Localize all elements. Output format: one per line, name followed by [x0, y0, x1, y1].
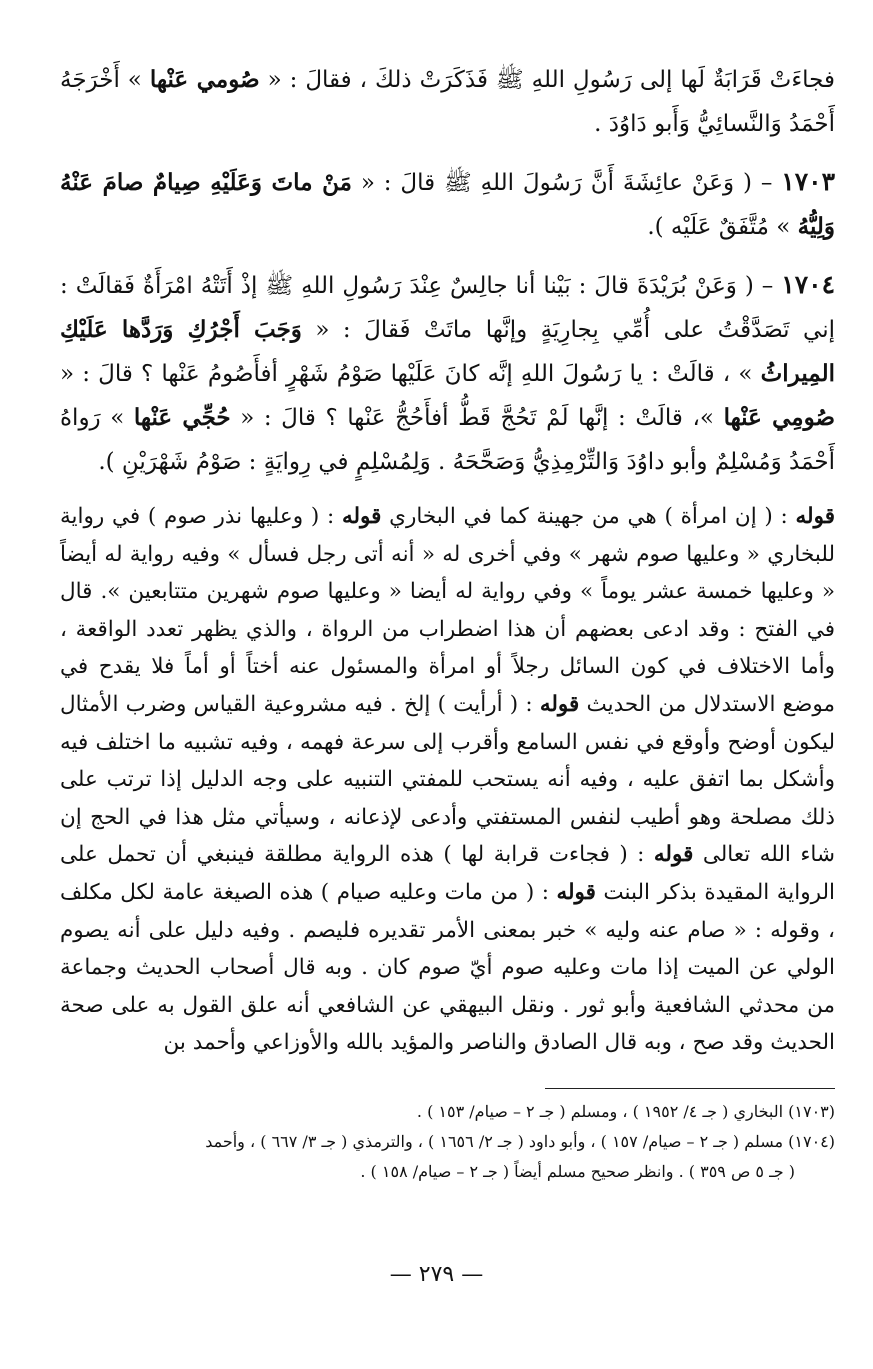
commentary-text: : ( إن امرأة ) هي من جهينة كما في البخاري: [381, 504, 796, 529]
hadith-number: ١٧٠٣: [781, 167, 835, 196]
commentary-label: قوله: [556, 879, 596, 905]
hadith-text: » رَواهُ أَحْمَدُ وَمُسْلِمٌ وأبو داوُدَ وَالتِّرْمِذِيُّ وَصَحَّحَهُ . وَلِمُسْلِمٍ في رِوايَةٍ : صَوْمُ شَهْرَيْنِ ).: [60, 405, 835, 475]
hadith-text: » ، قالَتْ : يا رَسُولَ اللهِ إنَّه كانَ عَلَيْها صَوْمُ شَهْرٍ أفأَصُومُ عَنْها ؟ قالَ : «: [60, 361, 761, 387]
commentary-text: : ( وعليها نذر صوم ) في رواية للبخاري « وعليها صوم شهر » وفي أخرى له « أنه أتى رجل فسأل » وفيه رواية له أيضاً « وعليها خمسة عشر يوماً » وفي رواية له أيضا « وعليها صوم شهرين متتابعين ». قال في الفتح : وقد ادعى بعضهم أن هذا اضطراب من الرواة ، والذي يظهر تعدد الواقعة ، وأما الاختلاف في كون السائل رجلاً أو امرأة والمسئول عنه أختاً أو أماً فلا يقدح في موضع الاستدلال من الحديث: [60, 504, 835, 717]
prophetic-quote: حُجِّي عَنْها: [133, 404, 231, 431]
hadith-1703: [60, 160, 835, 249]
hadith-text: »، قالَتْ : إنَّها لَمْ تَحُجَّ قَطُّ أفأَحُجُّ عَنْها ؟ قالَ : «: [230, 405, 724, 431]
prophetic-quote: صُومِي عَنْها: [723, 404, 836, 431]
commentary-label: قوله: [653, 842, 694, 868]
footnote-divider: [545, 1088, 835, 1089]
hadith-text: » أَخْرَجَهُ أَحْمَدُ وَالنَّسائِيُّ وَأَبو دَاوُدَ .: [60, 67, 835, 137]
commentary-text: : ( أرأيت ) إلخ . فيه مشروعية القياس وضرب الأمثال ليكون أوضح وأوقع في نفس السامع وأقرب إلى سرعة فهمه ، وفيه تشبيه ما اختلف فيه وأشكل بما اتفق عليه ، وفيه أنه يستحب للمفتي التنبيه على وجه الدليل إذا ترتب على ذلك مصلحة وهو أطيب لنفس المستفتي وأدعى لإذعانه ، وسيأتي مثل هذا في الحج إن شاء الله تعالى: [60, 691, 835, 868]
hadith-text: – ( وَعَنْ عائِشَةَ أَنَّ رَسُولَ اللهِ ﷺ قالَ : «: [351, 170, 782, 196]
hadith-text: فجاءَتْ قَرَابَةٌ لَها إلى رَسُولِ اللهِ ﷺ فَذَكَرَتْ ذلكَ ، فقالَ : «: [259, 67, 835, 93]
page-body: [60, 58, 835, 1187]
prophetic-quote: وَجَبَ أَجْرُكِ وَرَدَّها عَلَيْكِ المِيراثُ: [60, 316, 835, 387]
commentary-label: قوله: [795, 504, 835, 529]
commentary-text: : ( فجاءت قرابة لها ) هذه الرواية مطلقة فينبغي أن تحمل على الرواية المقيدة بذكر البنت: [60, 842, 836, 905]
hadith-1704: [60, 263, 835, 484]
hadith-text: – ( وَعَنْ بُرَيْدَةَ قالَ : بَيْنا أنا جالِسٌ عِنْدَ رَسُولِ اللهِ ﷺ إذْ أَتَتْهُ امْرَأَةٌ فَقالَتْ : إني تَصَدَّقْتُ على أُمِّي بِجارِيَةٍ وإنَّها ماتَتْ فَقالَ : «: [60, 273, 835, 343]
commentary-label: قوله: [539, 691, 580, 717]
prophetic-quote: مَنْ ماتَ وَعَلَيْهِ صِيامٌ صامَ عَنْهُ وَلِيُّهُ: [60, 169, 835, 240]
footnote-1703: (١٧٠٣) البخاري ( جـ ٤/ ١٩٥٢ ) ، ومسلم ( جـ ٢ – صيام/ ١٥٣ ) .: [416, 1101, 835, 1121]
footnote-1704: (١٧٠٤) مسلم ( جـ ٢ – صيام/ ١٥٧ ) ، وأبو داود ( جـ ٢/ ١٦٥٦ ) ، والترمذي ( جـ ٣/ ٦٦٧ ) ، وأحمد: [205, 1131, 835, 1151]
footnote-1704-continuation: ( جـ ٥ ص ٣٥٩ ) . وانظر صحيح مسلم أيضاً ( جـ ٢ – صيام/ ١٥٨ ) .: [360, 1161, 795, 1181]
commentary-label: قوله: [341, 504, 382, 529]
page-number: — ٢٧٩ —: [389, 1262, 484, 1287]
hadith-number: ١٧٠٤: [781, 270, 835, 299]
hadith-text: » مُتَّفَقٌ عَلَيْه ).: [647, 214, 798, 240]
commentary-text: : ( من مات وعليه صيام ) هذه الصيغة عامة لكل مكلف ، وقوله : « صام عنه وليه » خبر بمعنى الأمر تقديره فليصم . وفيه دليل على أنه يصوم الولي عن الميت إذا مات وعليه صوم أيّ صوم كان . وبه قال أصحاب الحديث وجماعة من محدثي الشافعية وأبو ثور . ونقل البيهقي عن الشافعي أنه علق القول به على صحة الحديث وقد صح ، وبه قال الصادق والناصر والمؤيد بالله والأوزاعي وأحمد بن: [60, 879, 835, 1056]
prophetic-quote: صُومي عَنْها: [149, 66, 260, 93]
commentary-paragraph: [60, 498, 835, 1062]
footnotes: [60, 1097, 835, 1187]
hadith-1702-continuation: [60, 58, 835, 146]
